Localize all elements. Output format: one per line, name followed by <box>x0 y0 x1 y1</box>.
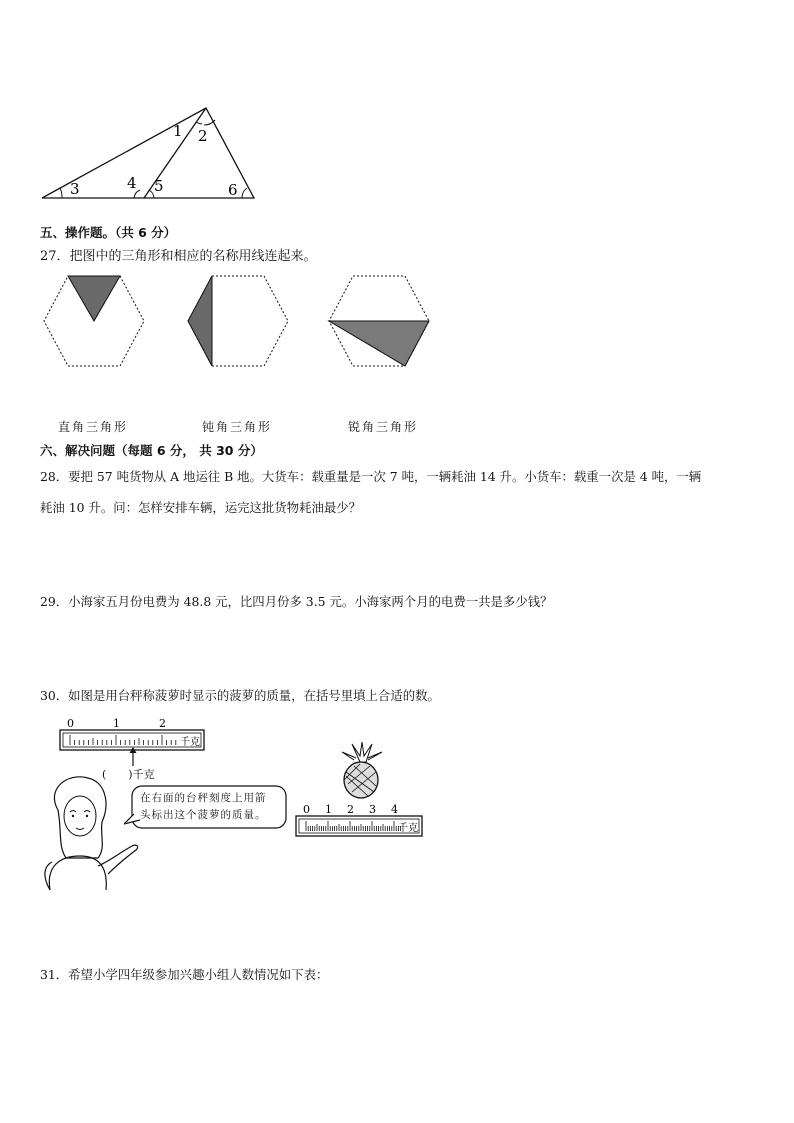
small-scale-tick-0: 0 <box>67 717 74 730</box>
answer-blank-kg[interactable]: ( )千克 <box>102 768 155 781</box>
small-scale-unit: 千克 <box>180 737 200 748</box>
small-scale-tick-1: 1 <box>113 717 120 730</box>
large-scale-tick-0: 0 <box>303 803 310 816</box>
angle-label-1: 1 <box>173 122 183 140</box>
section5-heading: 五、操作题。（共 6 分） <box>40 225 177 240</box>
small-scale-ticks <box>70 735 176 745</box>
angle-arc-3 <box>60 188 62 198</box>
name-right-triangle: 直角三角形 <box>58 420 129 434</box>
hexagon-with-right-triangle <box>184 274 292 370</box>
angle-label-5: 5 <box>154 177 164 195</box>
question-28-line2: 耗油 10 升。问：怎样安排车辆，运完这批货物耗油最少？ <box>40 500 362 515</box>
large-scale-tick-1: 1 <box>325 803 332 816</box>
angle-label-4: 4 <box>127 174 137 192</box>
question-28-line1: 28．要把 57 吨货物从 A 地运往 B 地。大货车：载重量是一次 7 吨，一辆耗油 14 升。小货车：载重一次是 4 吨，一辆 <box>40 469 702 484</box>
speech-line-2: 头标出这个菠萝的质量。 <box>140 809 267 821</box>
arrow-pointer-icon <box>128 747 138 767</box>
speech-line-1: 在右面的台秤刻度上用箭 <box>140 792 267 804</box>
large-scale-platform <box>294 802 426 840</box>
shaded-triangle-3 <box>329 321 429 366</box>
question-27: 27．把图中的三角形和相应的名称用线连起来。 <box>40 249 317 264</box>
angle-label-3: 3 <box>70 180 80 198</box>
large-scale-tick-3: 3 <box>369 803 376 816</box>
angle-arc-6 <box>242 188 247 198</box>
question-30: 30．如图是用台秤称菠萝时显示的菠萝的质量，在括号里填上合适的数。 <box>40 688 440 703</box>
hexagon-with-obtuse-triangle <box>325 274 433 370</box>
large-scale-tick-4: 4 <box>391 803 398 816</box>
shaded-triangle-1 <box>68 276 120 321</box>
name-acute-triangle: 锐角三角形 <box>348 420 419 434</box>
small-scale-tick-2: 2 <box>159 717 166 730</box>
shaded-triangle-2 <box>188 276 212 366</box>
pineapple-icon <box>332 742 390 800</box>
angle-label-2: 2 <box>198 127 208 145</box>
large-scale-ticks <box>306 821 401 831</box>
question-29: 29．小海家五月份电费为 48.8 元，比四月份多 3.5 元。小海家两个月的电费一共是多少钱？ <box>40 594 553 609</box>
angle-label-6: 6 <box>228 181 238 199</box>
section6-heading: 六、解决问题（每题 6 分， 共 30 分） <box>40 443 263 458</box>
large-scale-unit: 千克 <box>398 823 418 834</box>
angle-arc-1 <box>196 122 202 124</box>
question-31: 31．希望小学四年级参加兴趣小组人数情况如下表： <box>40 967 329 982</box>
hexagon-with-acute-triangle <box>40 274 148 370</box>
name-obtuse-triangle: 钝角三角形 <box>202 420 273 434</box>
large-scale-tick-2: 2 <box>347 803 354 816</box>
angle-triangle-figure <box>30 100 270 210</box>
